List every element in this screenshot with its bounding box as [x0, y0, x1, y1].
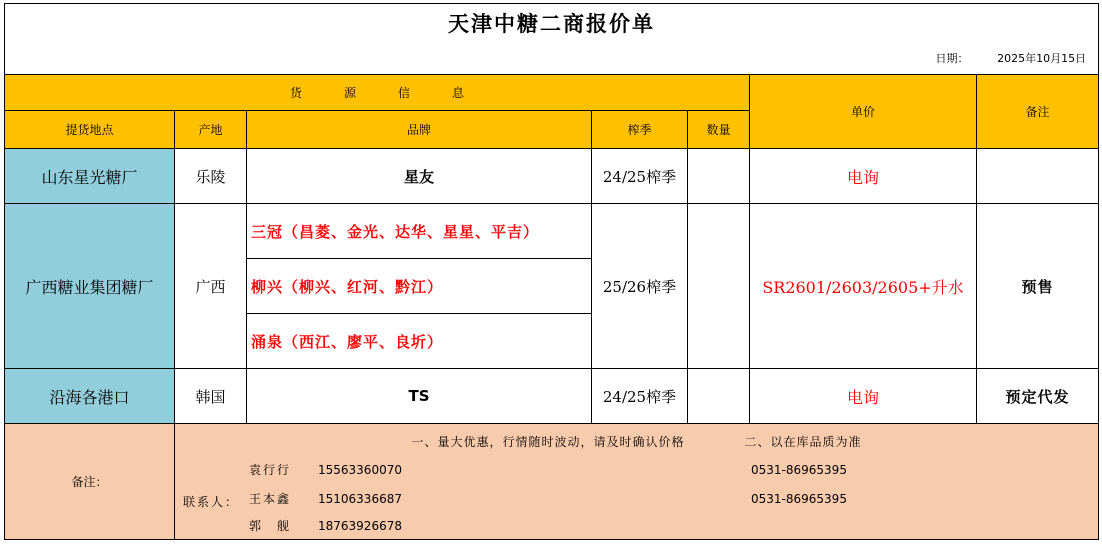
header-brand: 品牌	[247, 111, 592, 149]
contact-tel: 0531-86965395	[751, 491, 847, 506]
contact-name: 郭 舰	[249, 518, 292, 533]
contact-tel: 0531-86965395	[751, 462, 847, 477]
price-cell: 电询	[750, 369, 977, 424]
quantity-cell	[688, 369, 750, 424]
header-season: 榨季	[592, 111, 688, 149]
notice-1: 一、量大优惠，行情随时波动，请及时确认价格	[411, 435, 685, 450]
quantity-cell	[688, 204, 750, 369]
season-cell: 24/25榨季	[592, 369, 688, 424]
table-row	[5, 204, 1099, 259]
contact-mobile: 18763926678	[318, 518, 402, 533]
price-cell: SR2601/2603/2605+升水	[750, 204, 977, 369]
note-cell: 预售	[977, 204, 1099, 369]
note-cell	[977, 149, 1099, 204]
contact-row	[175, 489, 1075, 509]
contact-mobile: 15563360070	[318, 462, 402, 477]
quote-table	[4, 3, 1099, 540]
contact-name: 王本鑫	[249, 491, 292, 506]
table-row	[5, 149, 1099, 204]
contact-row	[175, 460, 1075, 480]
price-cell: 电询	[750, 149, 977, 204]
table-row	[5, 369, 1099, 424]
contact-mobile: 15106336687	[318, 491, 402, 506]
location-cell: 沿海各港口	[5, 369, 175, 424]
footer-label: 备注：	[5, 424, 175, 540]
origin-cell: 韩国	[175, 369, 247, 424]
brand-cell: 三冠（昌菱、金光、达华、星星、平吉）	[247, 204, 592, 259]
page-title: 天津中糖二商报价单	[5, 4, 1099, 42]
date-label: 日期：	[750, 42, 977, 75]
season-cell: 25/26榨季	[592, 204, 688, 369]
contact-name: 袁行行	[249, 462, 292, 477]
notice-2: 二、以在库品质为准	[744, 435, 862, 450]
location-cell: 山东星光糖厂	[5, 149, 175, 204]
header-quantity: 数量	[688, 111, 750, 149]
brand-cell: 星友	[247, 149, 592, 204]
header-location: 提货地点	[5, 111, 175, 149]
header-source-info: 货源信息	[5, 75, 750, 111]
season-cell: 24/25榨季	[592, 149, 688, 204]
footer-notice	[175, 424, 1099, 460]
quantity-cell	[688, 149, 750, 204]
header-price: 单价	[750, 75, 977, 149]
contacts-block	[175, 460, 1099, 540]
date-value: 2025年10月15日	[977, 42, 1099, 75]
brand-cell: TS	[247, 369, 592, 424]
note-cell: 预定代发	[977, 369, 1099, 424]
brand-cell: 涌泉（西江、廖平、良圻）	[247, 314, 592, 369]
brand-cell: 柳兴（柳兴、红河、黔江）	[247, 259, 592, 314]
header-origin: 产地	[175, 111, 247, 149]
origin-cell: 乐陵	[175, 149, 247, 204]
contact-row	[175, 516, 1075, 536]
location-cell: 广西糖业集团糖厂	[5, 204, 175, 369]
header-note: 备注	[977, 75, 1099, 149]
origin-cell: 广西	[175, 204, 247, 369]
contacts-label: 联系人：	[183, 494, 240, 509]
